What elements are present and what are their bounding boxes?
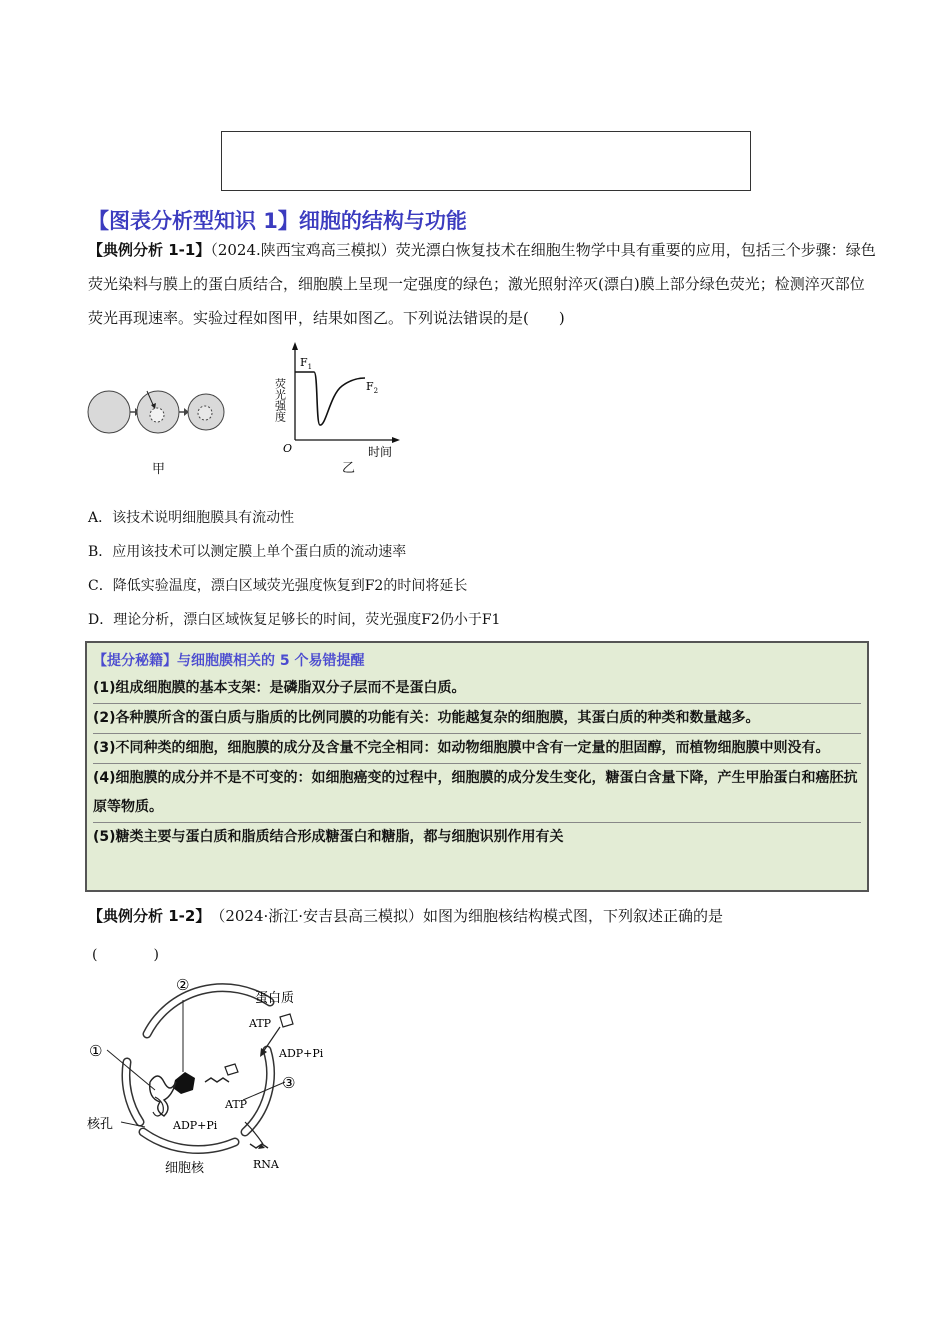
bleach-spot — [150, 408, 164, 422]
cell-circle-1 — [88, 391, 130, 433]
label-nucleus: 细胞核 — [165, 1161, 205, 1176]
label-2: ② — [176, 976, 190, 994]
label-adp-top: ADP+Pi — [279, 1047, 324, 1060]
nucleus-figure — [85, 972, 360, 1182]
x-axis-label: 时间 — [368, 445, 393, 459]
figure-yi-label: 乙 — [342, 461, 356, 476]
tips-title: 【提分秘籍】与细胞膜相关的 5 个易错提醒 — [93, 653, 365, 669]
f1-label: $F_1$ — [300, 356, 313, 371]
label-3: ③ — [282, 1074, 296, 1092]
question-2-paren: ( ) — [92, 947, 159, 963]
protein-shape — [280, 1014, 293, 1027]
fluorescence-curve — [295, 372, 365, 425]
tip-line-4: (4)细胞膜的成分并不是不可变的：如细胞癌变的过程中，细胞膜的成分发生变化，糖蛋白含量下降，产生甲胎蛋白和癌胚抗原等物质。 — [93, 764, 861, 823]
y-axis-label: 荧光强度 — [273, 378, 287, 422]
option-b: B．应用该技术可以测定膜上单个蛋白质的流动速率 — [88, 544, 407, 560]
question-2-text: （2024·浙江·安吉县高三模拟）如图为细胞核结构模式图，下列叙述正确的是 — [202, 907, 724, 925]
figure-yi-graph — [270, 340, 410, 465]
f2-label: $F_2$ — [366, 380, 379, 395]
label-1: ① — [89, 1042, 103, 1060]
option-c: C．降低实验温度，漂白区域荧光强度恢复到F2的时间将延长 — [88, 578, 468, 594]
label-atp-mid: ATP — [225, 1098, 248, 1111]
option-d: D．理论分析，漂白区域恢复足够长的时间，荧光强度F2仍小于F1 — [88, 612, 501, 628]
question-1-label: 【典例分析 1-1】 — [88, 241, 211, 259]
question-2 — [88, 899, 878, 933]
question-2-label: 【典例分析 1-2】 — [88, 907, 203, 925]
tips-box — [85, 641, 869, 892]
question-1-text: （2024.陕西宝鸡高三模拟）荧光漂白恢复技术在细胞生物学中具有重要的应用，包括三个步骤：绿色荧光染料与膜上的蛋白质结合，细胞膜上呈现一定强度的绿色；激光照射淬灭(漂白)膜上部分绿色荧光；检测淬灭部位荧光再现速率。实验过程如图甲，结果如图乙。下列说法错误的是( ) — [88, 241, 876, 327]
label-rna: RNA — [253, 1158, 279, 1171]
figure-jia-label: 甲 — [152, 462, 166, 477]
tip-line-2: (2)各种膜所含的蛋白质与脂质的比例同膜的功能有关：功能越复杂的细胞膜，其蛋白质的种类和数量越多。 — [93, 704, 861, 734]
tip-line-5: (5)糖类主要与蛋白质和脂质结合形成糖蛋白和糖脂，都与细胞识别作用有关 — [93, 829, 564, 845]
rna-strand — [205, 1078, 229, 1082]
label-atp-top: ATP — [249, 1017, 272, 1030]
label-protein: 蛋白质 — [255, 991, 295, 1006]
origin-label: O — [283, 442, 293, 455]
section-title: 【图表分析型知识 1】细胞的结构与功能 — [88, 209, 467, 233]
protein-shape-inside — [225, 1064, 238, 1075]
recovered-spot — [198, 406, 212, 420]
tip-line-1: (1)组成细胞膜的基本支架：是磷脂双分子层而不是蛋白质。 — [93, 674, 861, 704]
label-adp-bottom: ADP+Pi — [173, 1119, 218, 1132]
question-1 — [88, 233, 878, 335]
option-a: A．该技术说明细胞膜具有流动性 — [88, 510, 295, 526]
header-box — [221, 131, 751, 191]
label-nuclear-pore: 核孔 — [87, 1117, 114, 1132]
tip-line-3: (3)不同种类的细胞，细胞膜的成分及含量不完全相同：如动物细胞膜中含有一定量的胆固醇，而植物细胞膜中则没有。 — [93, 734, 861, 764]
